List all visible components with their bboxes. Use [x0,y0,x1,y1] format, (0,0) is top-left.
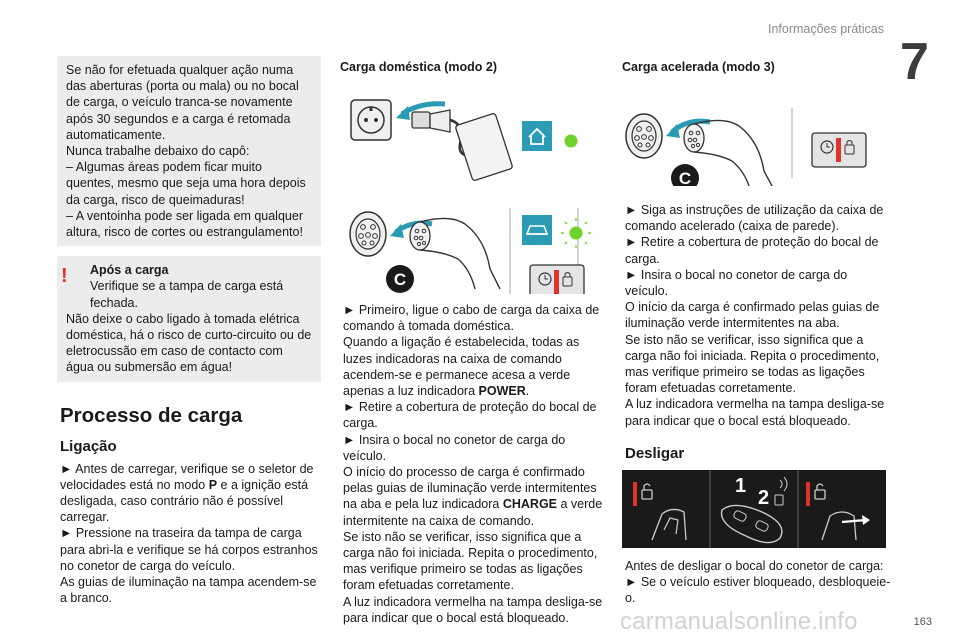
label-c-badge [386,265,414,293]
instruction-text: O início do processo de carga é confirmado pelas guias de iluminação verde intermitentes na aba e pela luz indicadora CHARGE a verde intermitente na caixa de comando. [343,465,603,528]
mode2-title: Carga doméstica (modo 2) [340,60,497,74]
instruction-step: ► Insira o bocal no conetor de carga do veículo. [343,432,566,463]
unplug-title: Desligar [625,444,685,462]
column-middle [340,56,605,626]
vehicle-socket-icon [626,114,662,158]
instruction-step: ► Primeiro, ligue o cabo de carga da caixa de comando à tomada doméstica. [343,303,600,334]
lock-status-panel-icon [530,265,584,294]
chapter-number: 7 [900,33,929,91]
instruction-step: ► Antes de carregar, verifique se o seletor de velocidades está no modo P e a ignição está desligada, caso contrário não é possível carregar. [60,461,314,525]
instruction-text: As guias de iluminação na tampa acendem-se a branco. [60,575,317,606]
instruction-step: ► Siga as instruções de utilização da caixa de comando acelerado (caixa de parede). [625,203,884,234]
unplug-illustration [622,470,892,550]
mode3-instructions [625,202,892,429]
vehicle-socket-icon [350,212,386,256]
note-text: – A ventoinha pode ser ligada em qualquer altura, risco de cortes ou estrangulamento! [66,208,303,240]
instruction-text: Quando a ligação é estabelecida, todas as luzes indicadoras na caixa de comando acendem-se e permanece acesa a verde apenas a luz indicadora POWER. [343,335,580,399]
charging-connector-icon [410,218,500,289]
running-header: Informações práticas [767,22,884,36]
warning-icon: ! [61,265,68,288]
svg-text:C: C [678,169,692,186]
instruction-text: A luz indicadora vermelha na tampa desliga-se para indicar que o bocal está bloqueado. [625,397,885,428]
instruction-step: ► Se o veículo estiver bloqueado, desbloqueie-o. [625,575,891,606]
instruction-text: Antes de desligar o bocal do conetor de carga: [625,558,884,573]
column-left [57,56,321,606]
instruction-text: Se isto não se verificar, isso significa que a carga não foi iniciada. Repita o procedimento, mas verifique primeiro se todas as ligações foram efetuadas corretamente. [343,529,598,593]
connection-instructions [60,461,321,607]
subsection-title: Ligação [60,437,117,455]
svg-text:C: C [393,270,407,289]
home-icon [522,121,552,151]
note-box [57,56,321,246]
mode3-illustration [622,74,892,186]
control-box-icon [455,113,513,181]
section-title: Processo de carga [60,403,243,427]
watermark: carmanualsonline.info [620,608,858,635]
warning-box [57,256,321,381]
instruction-text: Se isto não se verificar, isso significa que a carga não foi iniciada. Repita o procedimento, mas verifique primeiro se todas as ligações foram efetuadas corretamente. [625,332,880,396]
lock-status-panel-icon [812,133,866,167]
car-icon [522,215,552,245]
page-number: 163 [913,616,932,628]
instruction-step: ► Retire a cobertura de proteção do bocal de carga. [625,235,879,266]
instruction-text: O início da carga é confirmado pelas guias de iluminação verde intermitentes na aba. [625,300,880,331]
mode2-illustration [340,74,605,294]
step-number: 2 [758,486,770,509]
power-led-icon [565,135,578,148]
mode2-instructions [343,302,605,626]
warning-text: Verifique se a tampa de carga está fechada. [90,279,284,310]
charge-led-icon [561,218,591,248]
unplug-instructions [625,558,892,607]
label-c-badge [671,164,699,186]
note-text: – Algumas áreas podem ficar muito quentes, mesmo que seja uma hora depois da carga, risco de queimaduras! [66,160,306,207]
instruction-step: ► Insira o bocal no conetor de carga do veículo. [625,267,848,299]
warning-title: Após a carga [90,263,169,278]
instruction-step: ► Pressione na traseira da tampa de carga para abri-la e verifique se há corpos estranhos no conetor de carga do veículo. [60,526,318,573]
warning-text: Não deixe o cabo ligado à tomada elétrica doméstica, há o risco de curto-circuito ou de eletrocussão em caso de contacto com água ou submersão em água! [66,311,312,375]
wall-socket-icon [351,100,391,140]
note-text: Nunca trabalhe debaixo do capô: [66,144,250,159]
column-right [622,56,892,606]
note-text: Se não for efetuada qualquer ação numa das aberturas (porta ou mala) ou no bocal de carga, o veículo tranca-se novamente após 30 segundos e a carga é retomada automaticamente. [66,63,299,142]
instruction-step: ► Retire a cobertura de proteção do bocal de carga. [343,400,597,431]
step-number: 1 [735,474,747,497]
mode3-title: Carga acelerada (modo 3) [622,60,775,74]
instruction-text: A luz indicadora vermelha na tampa desliga-se para indicar que o bocal está bloqueado. [343,594,603,625]
